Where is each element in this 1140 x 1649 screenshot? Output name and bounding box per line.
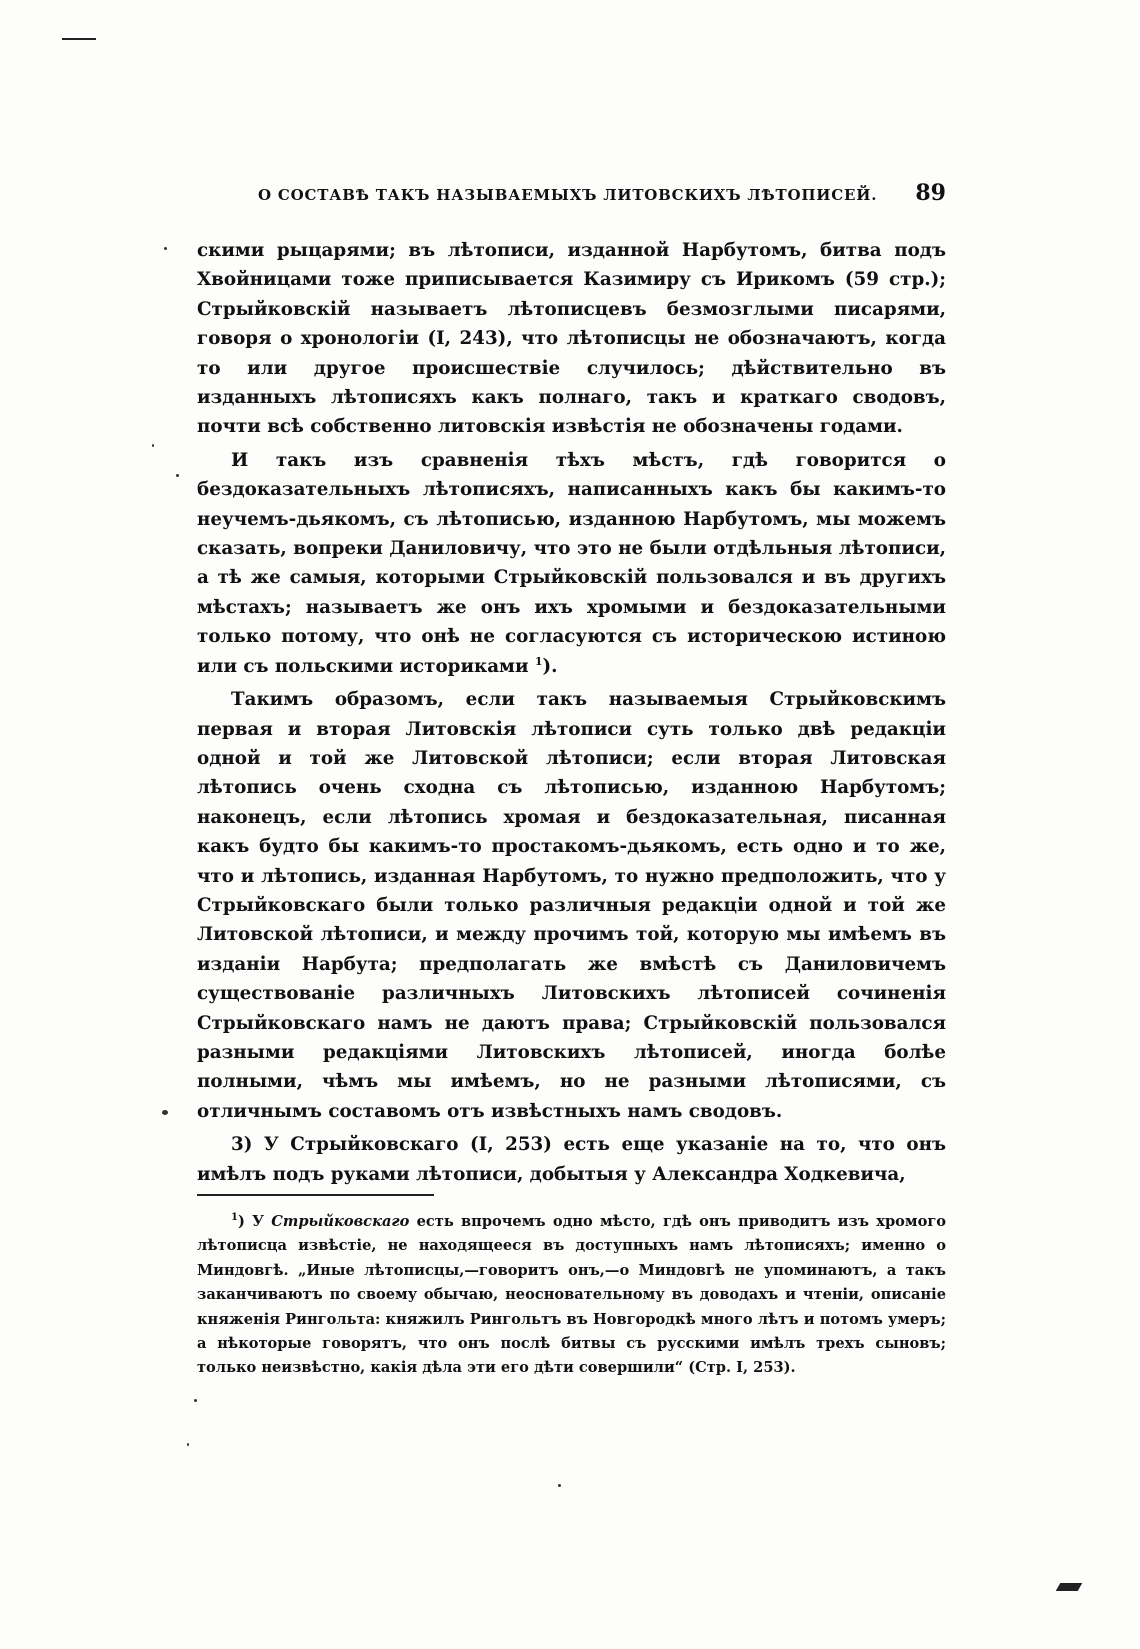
page-number: 89 (915, 180, 946, 206)
scan-speck (187, 1443, 189, 1446)
paragraph-2-end: ). (542, 655, 558, 677)
scan-speck (162, 1110, 168, 1115)
main-text (197, 236, 946, 1189)
scan-speck (558, 1484, 561, 1487)
footnote-lead: ) У (237, 1213, 272, 1230)
paragraph-4: 3) У Стрыйковскаго (I, 253) есть еще указаніе на то, что онъ имѣлъ подъ руками лѣтописи, добытыя у Александра Ходкевича, (197, 1134, 946, 1185)
paragraph-2-text: И такъ изъ сравненія тѣхъ мѣстъ, гдѣ говорится о бездоказательныхъ лѣтописяхъ, написанныхъ какъ бы какимъ-то неучемъ-дьякомъ, съ лѣтописью, изданною Нарбутомъ, мы можемъ сказать, вопреки Даниловичу, что это не были отдѣльныя лѣтописи, а тѣ же самыя, которыми Стрыйковскій пользовался и въ другихъ мѣстахъ; называетъ же онъ ихъ хромыми и бездоказательными только потому, что онѣ не согласуются съ историческою истиною или съ польскими историками (197, 449, 946, 677)
scan-speck (176, 474, 179, 477)
footnotes (197, 1210, 946, 1381)
scan-speck (164, 247, 167, 250)
paragraph-3: Такимъ образомъ, если такъ называемыя Стрыйковскимъ первая и вторая Литовскія лѣтописи суть только двѣ редакціи одной и той же Литовской лѣтописи; если вторая Литовская лѣтопись очень сходна съ лѣтописью, изданною Нарбутомъ; наконецъ, если лѣтопись хромая и бездоказательная, писанная какъ будто бы какимъ-то простакомъ-дьякомъ, есть одно и то же, что и лѣтопись, изданная Нарбутомъ, то нужно предположить, что у Стрыйковскаго были только различныя редакціи одной и той же Литовской лѣтописи, и между прочимъ той, которую мы имѣемъ въ изданіи Нарбута; предполагать же вмѣстѣ съ Даниловичемъ существованіе различныхъ Литовскихъ лѣтописей сочиненія Стрыйковскаго намъ не даютъ права; Стрыйковскій пользовался разными редакціями Литовскихъ лѣтописей, иногда болѣе полными, чѣмъ мы имѣемъ, но не разными лѣтописями, съ отличнымъ составомъ отъ извѣстныхъ намъ сводовъ. (197, 689, 946, 1122)
scan-speck (152, 444, 154, 447)
footnote-text: есть впрочемъ одно мѣсто, гдѣ онъ приводитъ изъ хромого лѣтописца извѣстіе, не находящееся въ доступныхъ намъ лѣтописяхъ; именно о Миндовгѣ. „Иные лѣтописцы,—говоритъ онъ,—о Миндовгѣ не упоминаютъ, а такъ заканчиваютъ по своему обычаю, неосновательному въ доводахъ и чтеніи, описаніе княженія Рингольта: княжилъ Рингольтъ въ Новгородкѣ много лѣтъ и потомъ умеръ; а нѣкоторые говорятъ, что онъ послѣ битвы съ русскими имѣлъ трехъ сыновъ; только неизвѣстно, какія дѣла эти его дѣти совершили“ (Стр. I, 253). (197, 1213, 946, 1377)
paragraph-2 (197, 446, 946, 681)
scan-corner-mark (62, 38, 96, 40)
paragraph-continued: скими рыцарями; въ лѣтописи, изданной Нарбутомъ, битва подъ Хвойницами тоже приписывается Казимиру съ Ирикомъ (59 стр.); Стрыйковскій называетъ лѣтописцевъ безмозглыми писарями, говоря о хронологіи (I, 243), что лѣтописцы не обозначаютъ, когда то или другое происшествіе случилось; дѣйствительно въ изданныхъ лѣтописяхъ какъ полнаго, такъ и краткаго сводовъ, почти всѣ собственно литовскія извѣстія не обозначены годами. (197, 240, 946, 438)
footnote-reference[interactable]: 1 (534, 654, 543, 668)
page-header (258, 180, 946, 206)
running-head: О СОСТАВѢ ТАКЪ НАЗЫВАЕМЫХЪ ЛИТОВСКИХЪ ЛѢТОПИСЕЙ. (258, 186, 878, 204)
footnote-1 (197, 1210, 946, 1381)
footnote-marker: 1 (231, 1212, 238, 1224)
footnote-author: Стрыйковскаго (271, 1213, 410, 1230)
scan-edge-mark (1056, 1583, 1083, 1591)
scan-speck (194, 1399, 197, 1402)
footnote-divider (197, 1194, 434, 1196)
